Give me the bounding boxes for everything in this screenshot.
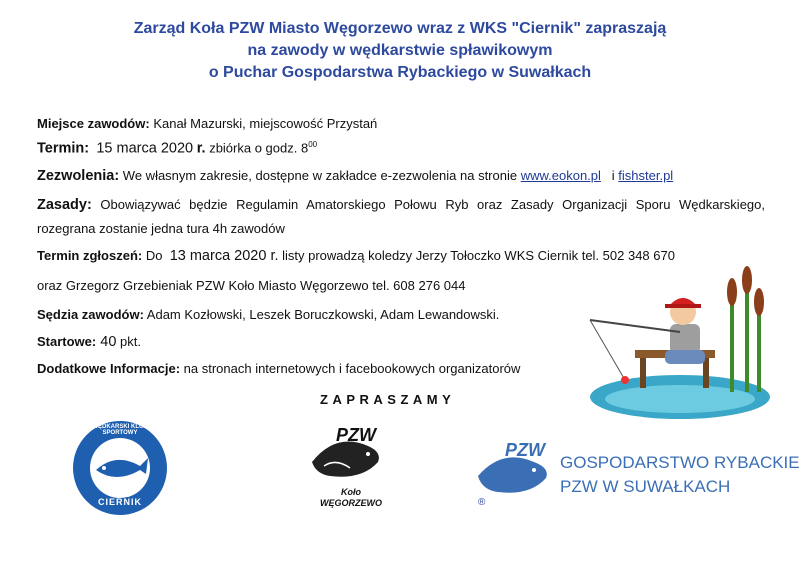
permits-row <box>37 168 673 184</box>
gospodarstwo-line-2: PZW W SUWAŁKACH <box>560 477 731 496</box>
venue-value: Kanał Mazurski, miejscowość Przystań <box>149 116 378 131</box>
ciernik-ring-bottom: CIERNIK <box>97 497 142 507</box>
invitation-header <box>0 18 800 84</box>
rules-row <box>37 197 765 213</box>
additional-info-row <box>37 361 520 376</box>
permits-separator: i <box>611 168 615 183</box>
registration-label: Termin zgłoszeń: <box>37 248 143 263</box>
registration-contact-1: listy prowadzą koledzy Jerzy Tołoczko WKS Ciernik tel. 502 348 670 <box>278 248 675 263</box>
registered-mark: ® <box>478 497 486 508</box>
entry-fee-row <box>37 334 141 350</box>
fishster-link[interactable]: fishster.pl <box>618 168 674 183</box>
rules-row-2: rozegrana zostanie jedna tura 4h zawodów <box>37 221 285 236</box>
registration-contact-2: oraz Grzegorz Grzebieniak PZW Koło Miasto Węgorzewo tel. 608 276 044 <box>37 278 466 293</box>
gospodarstwo-line-1: GOSPODARSTWO RYBACKIE <box>560 453 800 472</box>
kolo-line-2: WĘGORZEWO <box>320 498 382 508</box>
header-line-3: o Puchar Gospodarstwa Rybackiego w Suwałkach <box>208 64 592 81</box>
kolo-caption <box>296 487 406 509</box>
additional-info-label: Dodatkowe Informacje: <box>37 361 181 376</box>
ciernik-ring-top: WĘDKARSKI KLUB SPORTOWY <box>92 424 148 436</box>
gathering-time-minutes: 00 <box>308 140 318 149</box>
invitation-callout: ZAPRASZAMY <box>320 392 456 407</box>
gathering-time: zbiórka o godz. 8 <box>205 140 309 156</box>
entry-fee-amount: 40 <box>96 334 117 350</box>
judges-row <box>37 307 499 322</box>
registration-date: 13 marca 2020 r. <box>169 248 279 264</box>
eokon-link[interactable]: www.eokon.pl <box>520 168 601 183</box>
date-label: Termin: <box>37 140 90 157</box>
judges-value: Adam Kozłowski, Leszek Boruczkowski, Adam Lewandowski. <box>143 307 500 322</box>
rules-label: Zasady: <box>37 197 92 213</box>
rules-text: Obowiązywać będzie Regulamin Amatorskiego Połowu Ryb oraz Zasady Organizacji Sporu Wędkarskiego, <box>100 197 765 212</box>
registration-pre: Do <box>142 248 167 263</box>
judges-label: Sędzia zawodów: <box>37 307 144 322</box>
gosp-mark: PZW <box>505 440 545 460</box>
kolo-line-1: Koło <box>341 487 361 497</box>
date-row <box>37 140 317 156</box>
date-value: 15 marca 2020 <box>96 140 194 157</box>
permits-label: Zezwolenia: <box>37 168 120 184</box>
entry-fee-unit: pkt. <box>116 334 141 349</box>
additional-info-value: na stronach internetowych i facebookowych organizatorów <box>180 361 521 376</box>
permits-text: We własnym zakresie, dostępne w zakładce e-zezwolenia na stronie <box>119 168 521 183</box>
date-year-suffix: r. <box>196 140 206 157</box>
kolo-mark: PZW <box>336 425 376 445</box>
header-line-1: Zarząd Koła PZW Miasto Węgorzewo wraz z WKS "Ciernik" zapraszają <box>133 20 667 37</box>
entry-fee-label: Startowe: <box>37 334 97 349</box>
registration-row <box>37 248 675 264</box>
header-line-2: na zawody w wędkarstwie spławikowym <box>247 42 553 59</box>
venue-label: Miejsce zawodów: <box>37 116 150 131</box>
fisherman-illustration <box>585 262 775 422</box>
gospodarstwo-text <box>560 451 800 499</box>
venue-row <box>37 116 377 131</box>
